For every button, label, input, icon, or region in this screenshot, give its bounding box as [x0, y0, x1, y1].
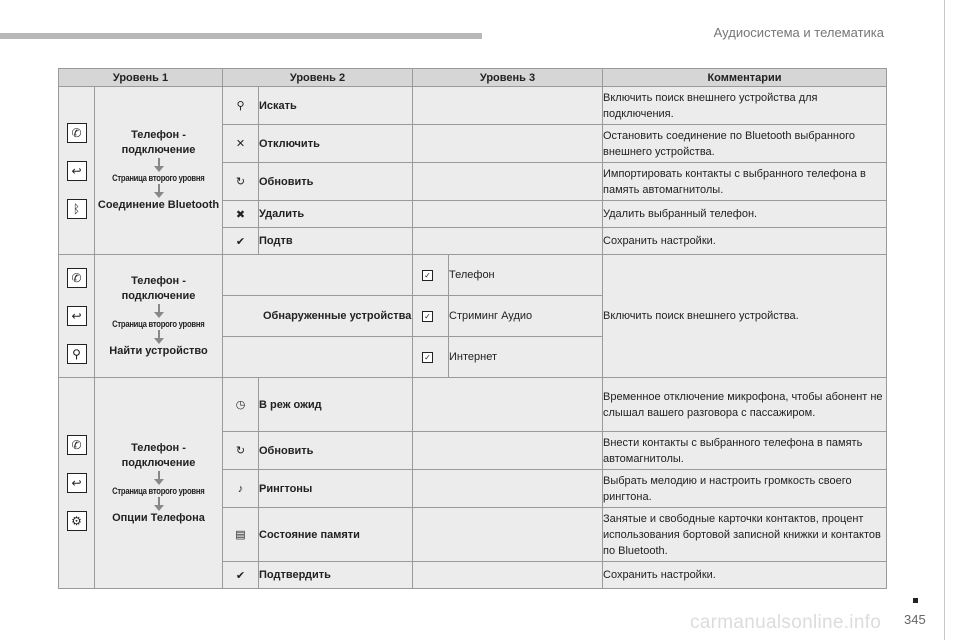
level2-label: В реж ожид: [259, 378, 413, 432]
level3-empty: [413, 163, 603, 201]
column-header: Комментарии: [603, 69, 887, 87]
refresh-icon: ↻: [223, 432, 259, 470]
check-icon: ✔: [223, 562, 259, 589]
level2-label: Отключить: [259, 125, 413, 163]
level1-icons: [59, 378, 95, 589]
table-row: [59, 255, 887, 296]
flow-bottom: Найти устройство: [109, 344, 208, 357]
column-header: Уровень 3: [413, 69, 603, 87]
comment: Временное отключение микрофона, чтобы абонент не слышал вашего разговора с пассажиром.: [603, 378, 887, 432]
flow-top: Телефон - подключение: [121, 129, 196, 156]
refresh-icon: ↻: [223, 163, 259, 201]
comment: Включить поиск внешнего устройства.: [603, 255, 887, 378]
comment: Удалить выбранный телефон.: [603, 201, 887, 228]
comment: Внести контакты с выбранного телефона в память автомагнитолы.: [603, 432, 887, 470]
comment: Сохранить настройки.: [603, 562, 887, 589]
level3-empty: [413, 562, 603, 589]
flow-middle: Страница второго уровня: [112, 318, 205, 329]
comment: Остановить соединение по Bluetooth выбранного внешнего устройства.: [603, 125, 887, 163]
level1-icons: [59, 255, 95, 378]
flow-arrow: [154, 158, 164, 172]
flow-bottom: Соединение Bluetooth: [97, 199, 220, 211]
table-row: [59, 378, 887, 432]
level3-empty: [413, 201, 603, 228]
level3-empty: [413, 508, 603, 562]
level3-empty: [413, 87, 603, 125]
level2-label: Подтвердить: [259, 562, 413, 589]
header-bar: [0, 33, 482, 39]
column-header: Уровень 2: [223, 69, 413, 87]
page-number: 345: [904, 612, 926, 627]
level1-flow: [95, 378, 223, 589]
level2-label: Обнаруженные устройства: [223, 296, 413, 337]
flow-top: Телефон - подключение: [121, 274, 196, 302]
flow-arrow: [154, 330, 164, 344]
back-icon: ↩: [67, 473, 87, 493]
table-row: [59, 87, 887, 125]
comment: Сохранить настройки.: [603, 228, 887, 255]
settings-icon: ⚙: [67, 511, 87, 531]
disconnect-icon: ✕: [223, 125, 259, 163]
ringtone-icon: ♪: [223, 470, 259, 508]
comment: Занятые и свободные карточки контактов, процент использования бортовой записной книжки и контактов по Bluetooth.: [603, 508, 887, 562]
delete-icon: ✖: [223, 201, 259, 228]
level2-empty: [223, 255, 413, 296]
phone-icon: ✆: [67, 123, 87, 143]
hold-icon: ◷: [223, 378, 259, 432]
level2-label: Состояние памяти: [259, 508, 413, 562]
level1-icons: [59, 87, 95, 255]
flow-bottom: Опции Телефона: [112, 511, 205, 524]
level3-label: Телефон: [449, 255, 603, 296]
level2-label: Подтв: [259, 228, 413, 255]
level1-flow: [95, 87, 223, 255]
search-icon: ⚲: [223, 87, 259, 125]
back-icon: ↩: [67, 161, 87, 181]
checkbox-icon: ✓: [413, 337, 449, 378]
memory-icon: ▤: [223, 508, 259, 562]
column-header: Уровень 1: [59, 69, 223, 87]
phone-icon: ✆: [67, 268, 87, 288]
flow-arrow: [154, 184, 164, 198]
comment: Включить поиск внешнего устройства для подключения.: [603, 87, 887, 125]
level1-flow: [95, 255, 223, 378]
flow-middle: Страница второго уровня: [112, 485, 205, 496]
check-icon: ✔: [223, 228, 259, 255]
back-icon: ↩: [67, 306, 87, 326]
comment: Импортировать контакты с выбранного телефона в память автомагнитолы.: [603, 163, 887, 201]
page-marker: [913, 598, 918, 603]
level2-label: Искать: [259, 87, 413, 125]
flow-top: Телефон - подключение: [121, 441, 196, 469]
level3-empty: [413, 378, 603, 432]
watermark: carmanualsonline.info: [690, 612, 882, 633]
bluetooth-icon: ᛒ: [67, 199, 87, 219]
level2-label: Удалить: [259, 201, 413, 228]
margin-line: [944, 0, 945, 640]
flow-arrow: [154, 304, 164, 318]
level2-label: Рингтоны: [259, 470, 413, 508]
level3-empty: [413, 125, 603, 163]
table-header-row: [59, 69, 887, 87]
level2-label: Обновить: [259, 163, 413, 201]
flow-arrow: [154, 471, 164, 485]
level2-label: Обновить: [259, 432, 413, 470]
level2-empty: [223, 337, 413, 378]
checkbox-icon: ✓: [413, 296, 449, 337]
level3-label: Интернет: [449, 337, 603, 378]
checkbox-icon: ✓: [413, 255, 449, 296]
flow-middle: Страница второго уровня: [112, 173, 205, 183]
phone-icon: ✆: [67, 435, 87, 455]
search-icon: ⚲: [67, 344, 87, 364]
level3-empty: [413, 228, 603, 255]
menu-table: [58, 68, 887, 589]
level3-empty: [413, 432, 603, 470]
level3-empty: [413, 470, 603, 508]
level3-label: Стриминг Аудио: [449, 296, 603, 337]
section-title: Аудиосистема и телематика: [713, 25, 884, 40]
comment: Выбрать мелодию и настроить громкость своего рингтона.: [603, 470, 887, 508]
flow-arrow: [154, 497, 164, 511]
